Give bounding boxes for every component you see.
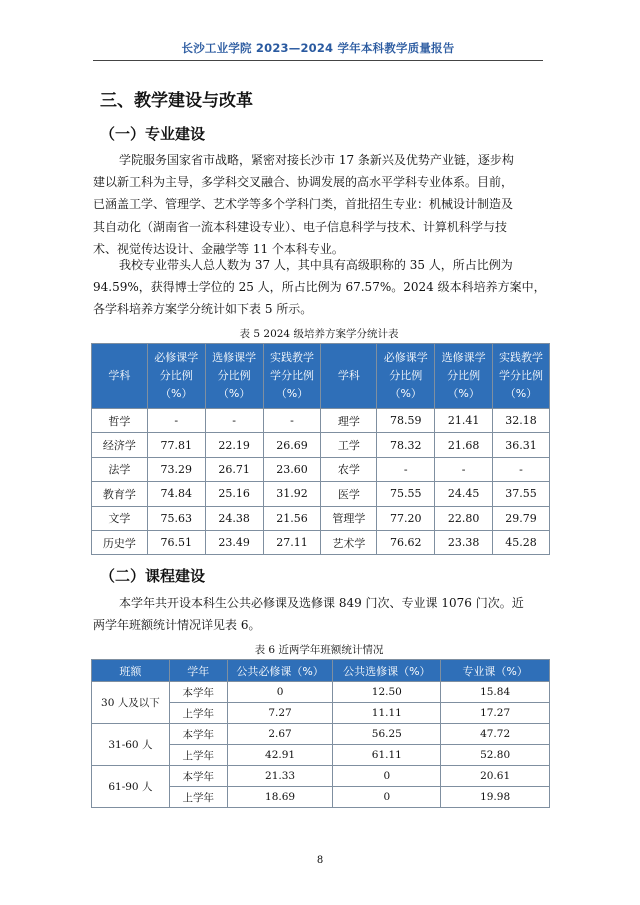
table-cell: 医学 [321, 482, 377, 506]
table-cell: 77.20 [377, 506, 435, 530]
table-cell: 工学 [321, 433, 377, 457]
class-size-cell: 30 人及以下 [92, 682, 170, 724]
table-cell: 12.50 [333, 682, 441, 703]
table5-header-cell [263, 344, 321, 409]
table-cell: 教育学 [92, 482, 148, 506]
table5-header-cell [147, 344, 205, 409]
header-text: （%） [217, 387, 251, 400]
table-cell: 45.28 [493, 530, 550, 554]
table-cell: 0 [333, 787, 441, 808]
header-text: 选修课学 [441, 351, 486, 364]
table6-header-cell: 专业课（%） [441, 660, 550, 682]
table6-header-row [92, 660, 550, 682]
subsection-title-course: （二）课程建设 [100, 567, 206, 585]
header-text: 分比例 [389, 369, 423, 382]
table-cell: 74.84 [147, 482, 205, 506]
header-text: 分比例 [159, 369, 193, 382]
class-size-cell: 31-60 人 [92, 724, 170, 766]
table-row [92, 530, 550, 554]
table-cell: 2.67 [227, 724, 333, 745]
table-row [92, 766, 550, 787]
table-cell: 经济学 [92, 433, 148, 457]
table-row [92, 724, 550, 745]
report-header: 长沙工业学院 2023—2024 学年本科教学质量报告 [181, 41, 455, 55]
table-cell: 15.84 [441, 682, 550, 703]
header-divider [93, 60, 543, 61]
table-row [92, 457, 550, 481]
table6-header-cell: 公共必修课（%） [227, 660, 333, 682]
text-line: 各学科培养方案学分统计如下表 5 所示。 [93, 302, 313, 317]
text-line: 学院服务国家省市战略，紧密对接长沙市 17 条新兴及优势产业链，逐步构 [119, 153, 514, 167]
table-cell: - [493, 457, 550, 481]
table6-caption: 表 6 近两学年班额统计情况 [254, 644, 384, 656]
table-cell: 76.51 [147, 530, 205, 554]
table-cell: 78.32 [377, 433, 435, 457]
table-cell: 22.19 [205, 433, 263, 457]
header-text: （%） [389, 387, 422, 400]
subsection-title-major: （一）专业建设 [100, 125, 206, 143]
paragraph-major-intro [93, 149, 545, 260]
table5-header-cell [377, 344, 435, 409]
header-text: 实践教学 [499, 351, 544, 364]
table-cell: - [263, 409, 321, 433]
class-size-cell: 61-90 人 [92, 766, 170, 808]
table-cell: 管理学 [321, 506, 377, 530]
table-cell: 17.27 [441, 703, 550, 724]
table-cell: 上学年 [169, 745, 227, 766]
table-cell: 73.29 [147, 457, 205, 481]
table-cell: 31.92 [263, 482, 321, 506]
class-size-table [91, 659, 550, 808]
header-text: （%） [275, 387, 309, 400]
table-cell: 法学 [92, 457, 148, 481]
table-cell: 24.45 [435, 482, 493, 506]
table-cell: - [205, 409, 263, 433]
table-cell: 47.72 [441, 724, 550, 745]
header-text: 分比例 [447, 369, 481, 382]
table-cell: 75.55 [377, 482, 435, 506]
table-cell: 19.98 [441, 787, 550, 808]
table6-header-cell: 公共选修课（%） [333, 660, 441, 682]
header-text: 学分比例 [499, 369, 544, 382]
text-line: 我校专业带头人总人数为 37 人，其中具有高级职称的 35 人，所占比例为 [119, 258, 513, 272]
table-row [92, 433, 550, 457]
table-cell: 29.79 [493, 506, 550, 530]
table-cell: 75.63 [147, 506, 205, 530]
header-text: 实践教学 [270, 351, 315, 364]
text-line: 94.59%，获得博士学位的 25 人，所占比例为 67.57%。2024 级本科培养方案中， [93, 280, 546, 295]
table-cell: 56.25 [333, 724, 441, 745]
table5-header-cell [435, 344, 493, 409]
table-cell: 32.18 [493, 409, 550, 433]
table-cell: 77.81 [147, 433, 205, 457]
table-cell: 61.11 [333, 745, 441, 766]
table-cell: 0 [227, 682, 333, 703]
table-cell: 22.80 [435, 506, 493, 530]
table5-header-cell [493, 344, 550, 409]
table5-header-cell [205, 344, 263, 409]
table5-header-cell [321, 344, 377, 409]
header-text: 分比例 [217, 369, 251, 382]
table-cell: 23.38 [435, 530, 493, 554]
table-cell: 11.11 [333, 703, 441, 724]
text-line: 建以新工科为主导，多学科交叉融合、协调发展的高水平学科专业体系。目前， [93, 175, 514, 190]
table-cell: 27.11 [263, 530, 321, 554]
table-cell: 78.59 [377, 409, 435, 433]
paragraph-course [93, 592, 545, 636]
table-cell: - [147, 409, 205, 433]
table-cell: 52.80 [441, 745, 550, 766]
table-row [92, 682, 550, 703]
section-title: 三、教学建设与改革 [100, 91, 253, 111]
table-cell: 21.41 [435, 409, 493, 433]
header-text: 必修课学 [154, 351, 199, 364]
header-text: 学分比例 [270, 369, 315, 382]
paragraph-leaders [93, 254, 545, 321]
table-cell: 本学年 [169, 766, 227, 787]
table-cell: 历史学 [92, 530, 148, 554]
table-cell: 7.27 [227, 703, 333, 724]
credit-statistics-table [91, 343, 550, 555]
table-cell: 42.91 [227, 745, 333, 766]
header-text: 学科 [337, 369, 360, 382]
header-text: （%） [160, 387, 193, 400]
table-cell: 25.16 [205, 482, 263, 506]
header-text: 选修课学 [212, 351, 257, 364]
table-cell: 上学年 [169, 787, 227, 808]
table-cell: 理学 [321, 409, 377, 433]
table-row [92, 409, 550, 433]
table5-header-row [92, 344, 550, 409]
table-cell: 上学年 [169, 703, 227, 724]
text-line: 术、视觉传达设计、金融学等 11 个本科专业。 [93, 241, 344, 256]
text-line: 本学年共开设本科生公共必修课及选修课 849 门次、专业课 1076 门次。近 [119, 596, 524, 610]
header-text: 必修课学 [383, 351, 428, 364]
table-cell: 21.68 [435, 433, 493, 457]
table-cell: 18.69 [227, 787, 333, 808]
page-number: 8 [316, 855, 324, 866]
table-cell: 21.33 [227, 766, 333, 787]
table-cell: 21.56 [263, 506, 321, 530]
header-text: 学科 [108, 369, 131, 382]
table-cell: 76.62 [377, 530, 435, 554]
table-cell: 23.60 [263, 457, 321, 481]
table-cell: 23.49 [205, 530, 263, 554]
table-cell: 37.55 [493, 482, 550, 506]
table-cell: 文学 [92, 506, 148, 530]
table-cell: 20.61 [441, 766, 550, 787]
table6-header-cell: 学年 [169, 660, 227, 682]
table-cell: - [377, 457, 435, 481]
table-cell: 36.31 [493, 433, 550, 457]
table-cell: 本学年 [169, 724, 227, 745]
table-cell: 本学年 [169, 682, 227, 703]
table-cell: 0 [333, 766, 441, 787]
text-line: 两学年班额统计情况详见表 6。 [93, 618, 261, 633]
text-line: 其自动化（湖南省一流本科建设专业）、电子信息科学与技术、计算机科学与技 [93, 219, 508, 234]
header-text: （%） [447, 387, 480, 400]
table5-header-cell [92, 344, 148, 409]
table-cell: - [435, 457, 493, 481]
table-cell: 24.38 [205, 506, 263, 530]
table-row [92, 506, 550, 530]
table-cell: 农学 [321, 457, 377, 481]
text-line: 已涵盖工学、管理学、艺术学等多个学科门类，首批招生专业：机械设计制造及 [93, 197, 514, 212]
table-cell: 26.71 [205, 457, 263, 481]
table6-header-cell: 班额 [92, 660, 170, 682]
table-cell: 哲学 [92, 409, 148, 433]
header-text: （%） [504, 387, 538, 400]
table-row [92, 482, 550, 506]
table-cell: 艺术学 [321, 530, 377, 554]
table5-caption: 表 5 2024 级培养方案学分统计表 [239, 328, 399, 340]
table-cell: 26.69 [263, 433, 321, 457]
